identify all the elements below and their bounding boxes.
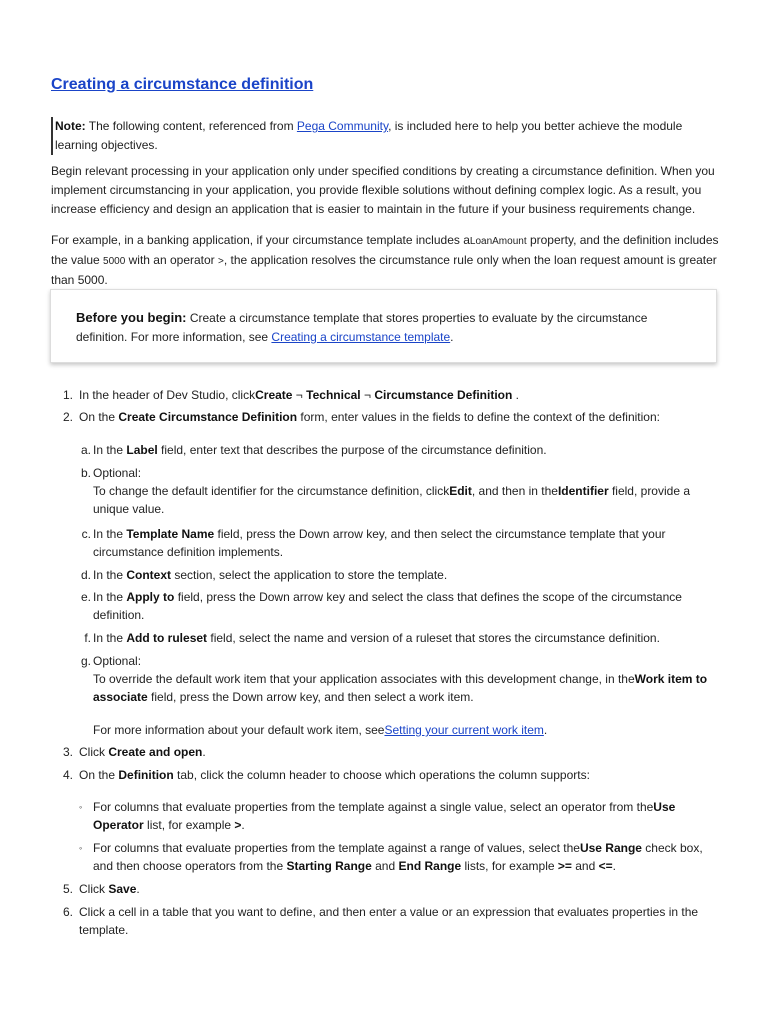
note-text: The following content, referenced from [85,119,297,133]
step-text-part: To override the default work item that your application associates with this development change, in the [93,672,635,686]
add-to-ruleset-field-name: Add to ruleset [126,631,208,645]
callout-lead: Before you begin: [76,310,187,325]
save-label: Save [108,882,137,896]
substep-text [93,588,713,624]
step-text [79,408,709,426]
create-and-open-label: Create and open [108,745,203,759]
step-text-part: For more information about your default work item, see [93,723,385,737]
step-text-part: and [371,859,399,873]
label-field-name: Label [126,443,158,457]
callout-period: . [450,330,454,344]
step-text [79,880,709,898]
step-text-part: section, select the application to store the template. [171,568,448,582]
step-text [79,743,709,761]
substep-letter: g. [80,654,91,668]
form-name-label: Create Circumstance Definition [118,410,298,424]
intro-paragraph: Begin relevant processing in your application only under specified conditions by creating a circumstance definition. When you implement circumstancing in your application, you provide flexible solutions without defining complex logic. As a result, you increase efficiency and design an application that is easier to maintain in the future if your business requirements change. [51,164,715,216]
bullet-text [93,798,713,834]
callout-body: Create a circumstance template that stores properties to evaluate by the circumstance definition. For more information, see [76,311,648,344]
step-text [79,766,709,784]
step-text-part: tab, click the column header to choose which operations the column supports: [173,768,590,782]
step-text-part: In the [93,568,127,582]
substep-letter: a. [80,443,91,457]
step-text-part: . [612,859,616,873]
step-text-part: In the [93,631,127,645]
step-text-part: . [202,745,206,759]
substep-text [93,441,713,459]
substep-letter: e. [80,590,91,604]
work-item-field-name: Work item to associate [93,672,708,704]
step-number: 4. [62,768,73,782]
step-number: 1. [62,388,73,402]
step-text-part: In the [93,527,127,541]
end-range-list-name: End Range [398,859,462,873]
optional-label: Optional: [93,466,142,480]
technical-menu-label: Technical [306,388,361,402]
pega-community-link[interactable]: Pega Community [296,119,389,133]
substep-letter: d. [80,568,91,582]
bullet-icon: ◦ [79,843,83,853]
operator-example: >= [557,859,572,873]
before-you-begin-callout [50,289,717,363]
example-text: with an operator [125,253,219,267]
step-text-part: In the [93,443,127,457]
example-text: , the application resolves the circumstance rule only when the loan request amount is greater than 5000. [51,253,717,287]
use-range-checkbox-name: Use Range [579,841,642,855]
substep-text [93,629,713,647]
circumstance-template-link[interactable]: Creating a circumstance template [271,330,451,344]
operator-example: <= [598,859,613,873]
substep-text [93,566,713,584]
bullet-text [93,839,713,875]
step-text-part: Click [79,882,109,896]
step-text-part: and [571,859,599,873]
step-text-part: . [136,882,140,896]
step-text-part: form, enter values in the fields to define the context of the definition: [297,410,660,424]
example-text: property, and the definition includes the value [51,233,719,267]
step-text-part: Click [79,745,109,759]
optional-label: Optional: [93,654,142,668]
substep-letter: c. [81,527,91,541]
step-text-part: field, provide a unique value. [93,484,691,516]
example-text: For example, in a banking application, if your circumstance template includes a [51,233,470,247]
step-text-part: . [543,723,548,737]
step-text [79,386,709,404]
step-text-part: On the [79,768,119,782]
step-text-part: field, press the Down arrow key, and then select the circumstance template that your circumstance definition implements. [93,527,666,559]
identifier-field-name: Identifier [557,484,609,498]
use-operator-list-name: Use Operator [93,800,676,832]
operator-example: > [234,818,242,832]
step-text-part: , and then in the [471,484,558,498]
separator: ¬ [360,388,375,402]
substep-text [93,464,713,518]
note-label: Note: [55,119,86,133]
operator-code: > [218,256,224,267]
callout-text [76,308,696,347]
step-text-part: In the [93,590,127,604]
step-text-part: check box, and then choose operators from the [93,841,703,873]
step-text-part: lists, for example [461,859,558,873]
step-text-part: field, press the Down arrow key, and then select a work item. [147,690,474,704]
step-text-part: In the header of Dev Studio, click [79,388,256,402]
step-text-part: field, select the name and version of a ruleset that stores the circumstance definition. [207,631,660,645]
setting-work-item-link[interactable]: Setting your current work item [384,723,544,737]
apply-to-field-name: Apply to [126,590,175,604]
value-code: 5000 [103,256,126,267]
step-text-part: . [512,388,520,402]
step-text-part: field, enter text that describes the purpose of the circumstance definition. [157,443,547,457]
bullet-icon: ◦ [79,802,83,812]
step-text-part: On the [79,410,119,424]
edit-label: Edit [449,484,472,498]
step-number: 6. [62,905,73,919]
step-number: 5. [62,882,73,896]
step-text-part: list, for example [143,818,235,832]
note-block [51,117,715,155]
example-paragraph [51,231,721,290]
step-text-part: For columns that evaluate properties from the template against a single value, select an operator from the [93,800,654,814]
step-text: Click a cell in a table that you want to define, and then enter a value or an expression that evaluates properties in the template. [79,905,699,937]
substep-more-info [93,721,713,739]
step-text-part: To change the default identifier for the circumstance definition, click [93,484,450,498]
step-text-part: field, press the Down arrow key and select the class that defines the scope of the circumstance definition. [93,590,682,622]
circumstance-definition-label: Circumstance Definition [374,388,513,402]
substep-text [93,525,713,561]
separator: ¬ [292,388,307,402]
substep-letter: f. [84,631,91,645]
definition-tab-name: Definition [118,768,174,782]
substep-letter: b. [80,466,91,480]
step-text-part: For columns that evaluate properties from the template against a range of values, select the [93,841,580,855]
context-section-name: Context [126,568,172,582]
step-number: 3. [62,745,73,759]
step-text-part: . [241,818,245,832]
substep-text [93,652,713,706]
step-number: 2. [62,410,73,424]
note-text-end: , is included here to help you better achieve the module learning objectives. [55,119,683,152]
template-name-field: Template Name [126,527,215,541]
page-title[interactable]: Creating a circumstance definition [51,76,314,93]
create-menu-label: Create [255,388,293,402]
starting-range-list-name: Starting Range [286,859,372,873]
loanamount-code: LoanAmount [469,236,527,247]
